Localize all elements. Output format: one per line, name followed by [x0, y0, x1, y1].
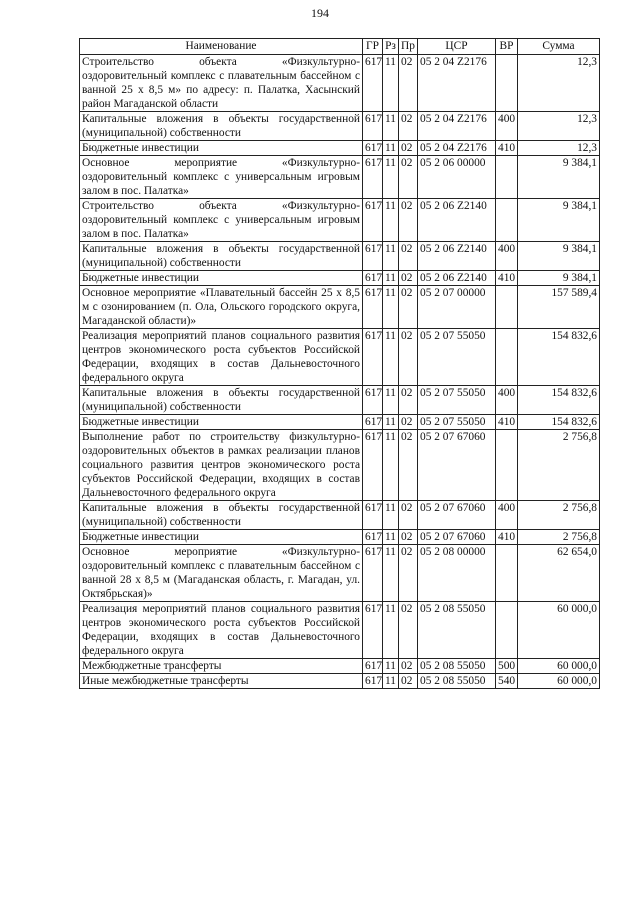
cell-rz: 11: [383, 530, 399, 545]
cell-rz: 11: [383, 329, 399, 386]
cell-vr: 410: [496, 141, 518, 156]
cell-rz: 11: [383, 286, 399, 329]
cell-pr: 02: [399, 141, 418, 156]
cell-gr: 617: [363, 271, 383, 286]
cell-vr: [496, 55, 518, 112]
header-csr: ЦСР: [418, 39, 496, 55]
cell-name: Капитальные вложения в объекты государственной (муниципальной) собственности: [80, 242, 363, 271]
cell-sum: 12,3: [518, 55, 600, 112]
table-row: [80, 530, 600, 545]
header-vr: ВР: [496, 39, 518, 55]
cell-vr: [496, 602, 518, 659]
cell-csr: 05 2 07 67060: [418, 501, 496, 530]
cell-rz: 11: [383, 271, 399, 286]
cell-name: Межбюджетные трансферты: [80, 659, 363, 674]
cell-name: Бюджетные инвестиции: [80, 271, 363, 286]
cell-csr: 05 2 06 Z2140: [418, 242, 496, 271]
cell-rz: 11: [383, 545, 399, 602]
cell-name: Капитальные вложения в объекты государственной (муниципальной) собственности: [80, 386, 363, 415]
cell-name: Основное мероприятие «Плавательный бассейн 25 х 8,5 м с озонированием (п. Ола, Ольского городского округа, Магаданской области)»: [80, 286, 363, 329]
cell-rz: 11: [383, 501, 399, 530]
cell-name: Основное мероприятие «Физкультурно-оздоровительный комплекс с универсальным игровым залом в пос. Палатка»: [80, 156, 363, 199]
table-row: [80, 112, 600, 141]
cell-vr: [496, 329, 518, 386]
table-row: [80, 415, 600, 430]
cell-sum: 9 384,1: [518, 242, 600, 271]
cell-csr: 05 2 04 Z2176: [418, 55, 496, 112]
cell-sum: 154 832,6: [518, 329, 600, 386]
cell-csr: 05 2 08 55050: [418, 659, 496, 674]
cell-csr: 05 2 04 Z2176: [418, 112, 496, 141]
cell-rz: 11: [383, 602, 399, 659]
cell-pr: 02: [399, 602, 418, 659]
cell-gr: 617: [363, 199, 383, 242]
cell-sum: 62 654,0: [518, 545, 600, 602]
cell-pr: 02: [399, 199, 418, 242]
cell-sum: 154 832,6: [518, 386, 600, 415]
table-row: [80, 501, 600, 530]
cell-csr: 05 2 08 55050: [418, 602, 496, 659]
cell-gr: 617: [363, 659, 383, 674]
cell-name: Строительство объекта «Физкультурно-оздоровительный комплекс с плавательным бассейном с ванной 25 х 8,5 м» по адресу: п. Палатка, Хасынский район Магаданской области: [80, 55, 363, 112]
cell-gr: 617: [363, 415, 383, 430]
table-row: [80, 674, 600, 689]
cell-pr: 02: [399, 112, 418, 141]
table-row: [80, 659, 600, 674]
cell-rz: 11: [383, 141, 399, 156]
cell-pr: 02: [399, 674, 418, 689]
cell-csr: 05 2 07 67060: [418, 530, 496, 545]
cell-csr: 05 2 08 55050: [418, 674, 496, 689]
cell-sum: 60 000,0: [518, 674, 600, 689]
cell-csr: 05 2 07 55050: [418, 329, 496, 386]
cell-name: Капитальные вложения в объекты государственной (муниципальной) собственности: [80, 501, 363, 530]
cell-csr: 05 2 06 Z2140: [418, 199, 496, 242]
cell-sum: 2 756,8: [518, 430, 600, 501]
cell-gr: 617: [363, 112, 383, 141]
cell-gr: 617: [363, 545, 383, 602]
cell-pr: 02: [399, 242, 418, 271]
table-row: [80, 286, 600, 329]
cell-gr: 617: [363, 674, 383, 689]
cell-name: Строительство объекта «Физкультурно-оздоровительный комплекс с универсальным игровым залом в пос. Палатка»: [80, 199, 363, 242]
cell-sum: 12,3: [518, 112, 600, 141]
table-row: [80, 271, 600, 286]
cell-pr: 02: [399, 415, 418, 430]
cell-rz: 11: [383, 156, 399, 199]
cell-gr: 617: [363, 430, 383, 501]
cell-pr: 02: [399, 545, 418, 602]
cell-gr: 617: [363, 501, 383, 530]
cell-sum: 60 000,0: [518, 602, 600, 659]
header-rz: Рз: [383, 39, 399, 55]
cell-vr: [496, 156, 518, 199]
cell-sum: 9 384,1: [518, 199, 600, 242]
cell-vr: 540: [496, 674, 518, 689]
table-header-row: [80, 39, 600, 55]
cell-gr: 617: [363, 286, 383, 329]
page-number: 194: [311, 6, 329, 20]
cell-sum: 2 756,8: [518, 530, 600, 545]
table-row: [80, 545, 600, 602]
table-row: [80, 430, 600, 501]
cell-csr: 05 2 06 00000: [418, 156, 496, 199]
table-row: [80, 55, 600, 112]
cell-vr: 400: [496, 386, 518, 415]
cell-gr: 617: [363, 329, 383, 386]
table-row: [80, 156, 600, 199]
cell-vr: [496, 430, 518, 501]
cell-name: Иные межбюджетные трансферты: [80, 674, 363, 689]
cell-vr: 400: [496, 501, 518, 530]
cell-csr: 05 2 04 Z2176: [418, 141, 496, 156]
cell-sum: 60 000,0: [518, 659, 600, 674]
cell-csr: 05 2 07 55050: [418, 415, 496, 430]
cell-rz: 11: [383, 659, 399, 674]
table-row: [80, 141, 600, 156]
table-row: [80, 329, 600, 386]
cell-rz: 11: [383, 199, 399, 242]
cell-rz: 11: [383, 55, 399, 112]
cell-gr: 617: [363, 386, 383, 415]
cell-vr: [496, 199, 518, 242]
cell-name: Реализация мероприятий планов социального развития центров экономического роста субъектов Российской Федерации, входящих в состав Дальневосточного федерального округа: [80, 329, 363, 386]
table-row: [80, 242, 600, 271]
cell-vr: 400: [496, 242, 518, 271]
cell-name: Основное мероприятие «Физкультурно-оздоровительный комплекс с плавательным бассейном с ванной 28 х 8,5 м (Магаданская область, г. Магадан, ул. Октябрьская)»: [80, 545, 363, 602]
cell-vr: 500: [496, 659, 518, 674]
cell-vr: 400: [496, 112, 518, 141]
cell-pr: 02: [399, 156, 418, 199]
cell-pr: 02: [399, 530, 418, 545]
header-name: Наименование: [80, 39, 363, 55]
cell-name: Бюджетные инвестиции: [80, 141, 363, 156]
budget-table: [79, 38, 600, 689]
table-row: [80, 602, 600, 659]
cell-vr: 410: [496, 530, 518, 545]
cell-name: Бюджетные инвестиции: [80, 415, 363, 430]
cell-pr: 02: [399, 501, 418, 530]
cell-csr: 05 2 08 00000: [418, 545, 496, 602]
cell-rz: 11: [383, 430, 399, 501]
cell-gr: 617: [363, 530, 383, 545]
cell-vr: 410: [496, 271, 518, 286]
cell-rz: 11: [383, 112, 399, 141]
cell-gr: 617: [363, 602, 383, 659]
cell-rz: 11: [383, 386, 399, 415]
table-body: [80, 55, 600, 689]
cell-vr: 410: [496, 415, 518, 430]
cell-sum: 154 832,6: [518, 415, 600, 430]
cell-pr: 02: [399, 286, 418, 329]
cell-gr: 617: [363, 55, 383, 112]
cell-name: Реализация мероприятий планов социального развития центров экономического роста субъектов Российской Федерации, входящих в состав Дальневосточного федерального округа: [80, 602, 363, 659]
cell-gr: 617: [363, 156, 383, 199]
header-gr: ГР: [363, 39, 383, 55]
cell-pr: 02: [399, 55, 418, 112]
header-sum: Сумма: [518, 39, 600, 55]
cell-name: Капитальные вложения в объекты государственной (муниципальной) собственности: [80, 112, 363, 141]
cell-pr: 02: [399, 386, 418, 415]
cell-csr: 05 2 07 00000: [418, 286, 496, 329]
cell-sum: 12,3: [518, 141, 600, 156]
cell-rz: 11: [383, 242, 399, 271]
cell-rz: 11: [383, 415, 399, 430]
cell-pr: 02: [399, 430, 418, 501]
cell-name: Выполнение работ по строительству физкультурно-оздоровительных объектов в рамках реализации планов социального развития центров экономического роста субъектов Российской Федерации, входящих в состав Дальневосточного федерального округа: [80, 430, 363, 501]
cell-pr: 02: [399, 271, 418, 286]
cell-csr: 05 2 07 67060: [418, 430, 496, 501]
cell-sum: 9 384,1: [518, 156, 600, 199]
cell-sum: 9 384,1: [518, 271, 600, 286]
cell-gr: 617: [363, 141, 383, 156]
cell-vr: [496, 286, 518, 329]
cell-csr: 05 2 07 55050: [418, 386, 496, 415]
table-row: [80, 199, 600, 242]
cell-sum: 2 756,8: [518, 501, 600, 530]
cell-vr: [496, 545, 518, 602]
cell-sum: 157 589,4: [518, 286, 600, 329]
cell-csr: 05 2 06 Z2140: [418, 271, 496, 286]
cell-rz: 11: [383, 674, 399, 689]
table-row: [80, 386, 600, 415]
cell-gr: 617: [363, 242, 383, 271]
cell-pr: 02: [399, 659, 418, 674]
cell-name: Бюджетные инвестиции: [80, 530, 363, 545]
cell-pr: 02: [399, 329, 418, 386]
header-pr: Пр: [399, 39, 418, 55]
